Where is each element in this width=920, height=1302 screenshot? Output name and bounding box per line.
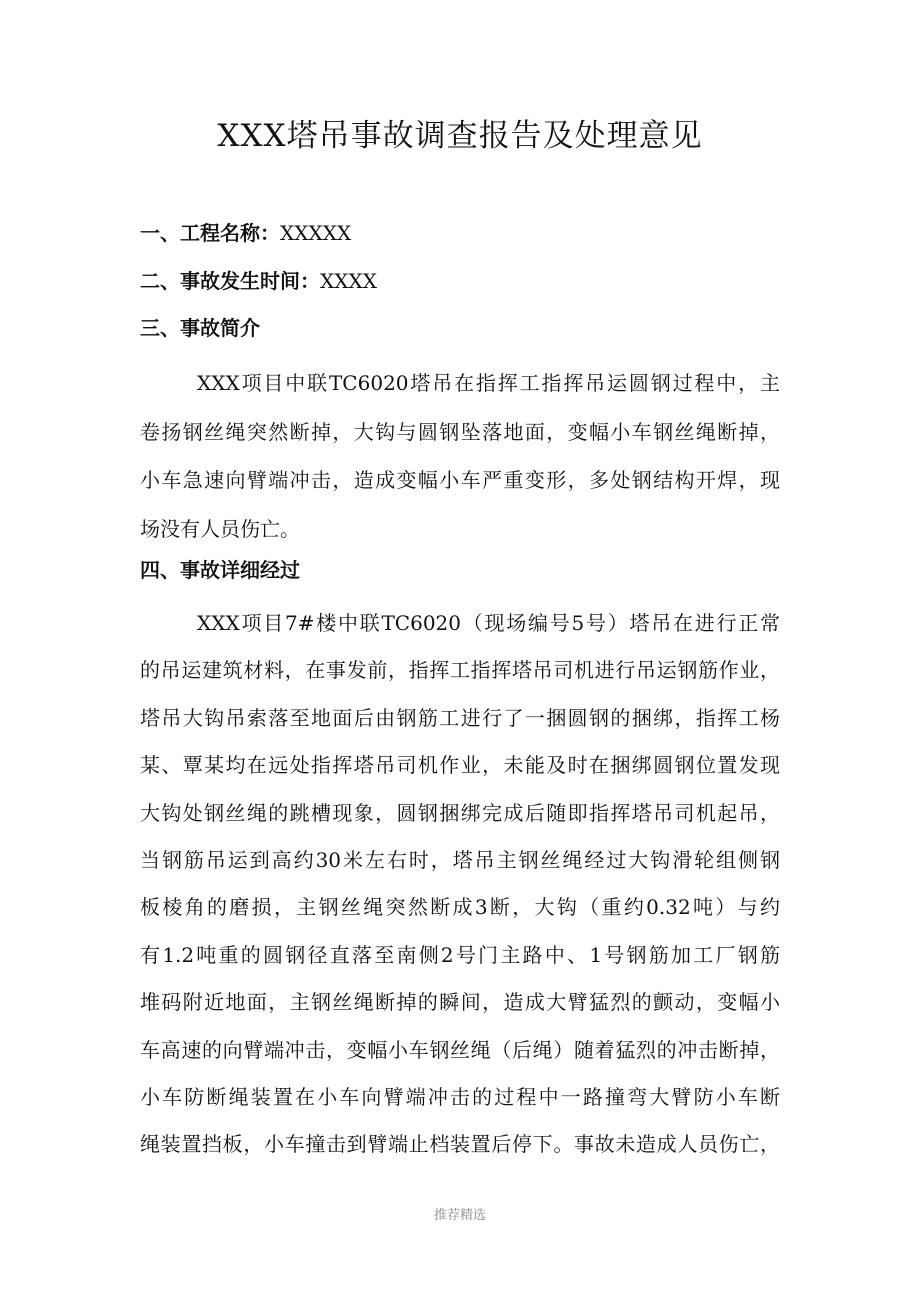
section-details-heading <box>140 555 300 585</box>
paragraph-line: 的吊运建筑材料，在事发前，指挥工指挥塔吊司机进行吊运钢筋作业， <box>140 658 780 683</box>
paragraph-line: XXX项目中联TC6020塔吊在指挥工指挥吊运圆钢过程中，主 <box>197 371 780 395</box>
accident-time-label: 二、事故发生时间： <box>140 269 320 293</box>
paragraph-line: 绳装置挡板，小车撞击到臂端止档装置后停下。事故未造成人员伤亡， <box>140 1132 780 1157</box>
section-project-name <box>140 218 351 248</box>
paragraph-line: 堆码附近地面，主钢丝绳断掉的瞬间，造成大臂猛烈的颤动，变幅小 <box>140 990 780 1015</box>
accident-time-value: XXXX <box>320 269 377 293</box>
project-name-value: XXXXX <box>280 221 352 245</box>
project-name-label: 一、工程名称： <box>140 221 280 245</box>
paragraph-line: 当钢筋吊运到高约30米左右时，塔吊主钢丝绳经过大钩滑轮组侧钢 <box>140 848 780 873</box>
details-paragraph <box>140 600 780 1169</box>
section-summary-heading <box>140 313 260 343</box>
paragraph-line: 板棱角的磨损，主钢丝绳突然断成3断，大钩（重约0.32吨）与约 <box>140 895 780 920</box>
paragraph-line: 某、覃某均在远处指挥塔吊司机作业，未能及时在捆绑圆钢位置发现 <box>140 753 780 778</box>
document-title: XXX塔吊事故调查报告及处理意见 <box>217 118 703 154</box>
paragraph-line: 小车防断绳装置在小车向臂端冲击的过程中一路撞弯大臂防小车断 <box>140 1085 780 1110</box>
page-footer: 推荐精选 <box>433 1208 486 1223</box>
section-accident-time <box>140 266 377 296</box>
paragraph-line: 卷扬钢丝绳突然断掉，大钩与圆钢坠落地面，变幅小车钢丝绳断掉， <box>140 419 780 444</box>
details-heading-label: 四、事故详细经过 <box>140 558 300 582</box>
paragraph-line: 车高速的向臂端冲击，变幅小车钢丝绳（后绳）随着猛烈的冲击断掉， <box>140 1037 780 1062</box>
summary-heading-label: 三、事故简介 <box>140 316 260 340</box>
paragraph-line: 塔吊大钩吊索落至地面后由钢筋工进行了一捆圆钢的捆绑，指挥工杨 <box>140 705 780 730</box>
paragraph-line: 场没有人员伤亡。 <box>140 516 300 541</box>
paragraph-line: 有1.2吨重的圆钢径直落至南侧2号门主路中、1号钢筋加工厂钢筋 <box>140 942 780 967</box>
paragraph-line: XXX项目7#楼中联TC6020（现场编号5号）塔吊在进行正常 <box>197 611 780 635</box>
paragraph-line: 小车急速向臂端冲击，造成变幅小车严重变形，多处钢结构开焊，现 <box>140 468 780 492</box>
paragraph-line: 大钩处钢丝绳的跳槽现象，圆钢捆绑完成后随即指挥塔吊司机起吊， <box>140 800 780 825</box>
summary-paragraph <box>140 359 780 553</box>
